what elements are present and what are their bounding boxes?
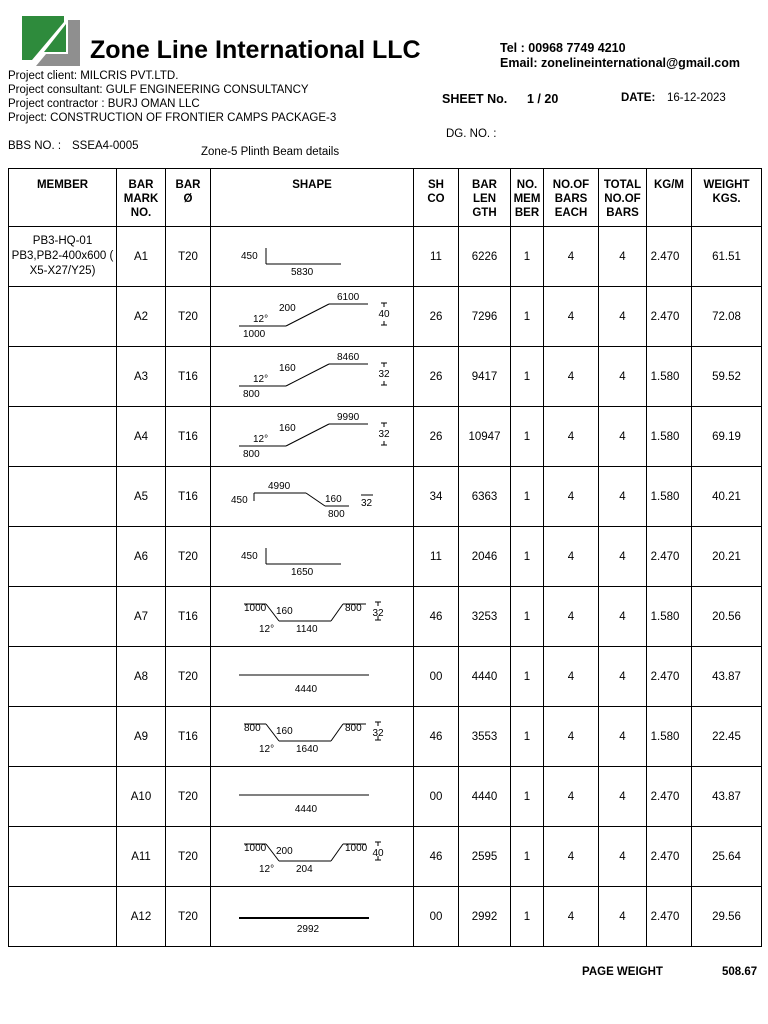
header-text: TOTAL	[603, 179, 642, 191]
header-cell	[211, 169, 414, 227]
members-cell: 1	[511, 287, 544, 347]
shco-cell: 34	[414, 467, 459, 527]
table-row	[9, 347, 762, 407]
kgm-cell: 2.470	[647, 827, 692, 887]
shape-dimension: 800	[243, 449, 260, 460]
bar-shape-diagram	[211, 527, 413, 583]
shape-dimension: 1000	[345, 843, 368, 854]
shape-dimension: 40	[372, 848, 384, 859]
mark-cell: A12	[117, 887, 166, 947]
dia-cell: T20	[166, 767, 211, 827]
header-cell	[599, 169, 647, 227]
shape-dimension: 800	[244, 723, 261, 734]
header-text: SH	[428, 179, 444, 191]
length-cell: 7296	[459, 287, 511, 347]
shape-cell	[211, 287, 414, 347]
length-cell: 3553	[459, 707, 511, 767]
each-cell: 4	[544, 527, 599, 587]
header-text: EACH	[554, 207, 588, 219]
member-cell	[9, 587, 117, 647]
table-row	[9, 407, 762, 467]
bar-shape-diagram	[211, 467, 413, 523]
shape-dimension: 12°	[259, 864, 275, 875]
each-cell: 4	[544, 887, 599, 947]
bar-shape-diagram	[211, 347, 413, 403]
project-consultant: Project consultant: GULF ENGINEERING CONSULTANCY	[8, 84, 309, 96]
mark-cell: A8	[117, 647, 166, 707]
total-cell: 4	[599, 707, 647, 767]
members-cell: 1	[511, 767, 544, 827]
length-cell: 2046	[459, 527, 511, 587]
dia-cell: T16	[166, 707, 211, 767]
member-cell	[9, 767, 117, 827]
kgm-cell: 2.470	[647, 287, 692, 347]
shape-line	[331, 844, 343, 861]
mark-cell: A9	[117, 707, 166, 767]
total-cell: 4	[599, 767, 647, 827]
member-text: PB3-HQ-01	[32, 235, 93, 247]
project-client: Project client: MILCRIS PVT.LTD.	[8, 70, 179, 82]
header-cell	[117, 169, 166, 227]
bar-bending-schedule-table	[8, 168, 762, 947]
dia-cell: T16	[166, 407, 211, 467]
shco-cell: 26	[414, 347, 459, 407]
header-text: BER	[514, 207, 540, 219]
shape-dimension: 8460	[337, 352, 360, 363]
bbs-no-label: BBS NO. :	[8, 140, 62, 152]
table-header-row	[9, 169, 762, 227]
table-row	[9, 287, 762, 347]
company-email: Email: zonelineinternational@gmail.com	[500, 56, 741, 70]
shco-cell: 46	[414, 707, 459, 767]
total-cell: 4	[599, 647, 647, 707]
kgm-cell: 1.580	[647, 407, 692, 467]
table-row	[9, 467, 762, 527]
page-weight-label: PAGE WEIGHT	[582, 966, 663, 978]
header-text: BARS	[554, 193, 588, 205]
total-cell: 4	[599, 887, 647, 947]
total-cell: 4	[599, 287, 647, 347]
weight-cell: 43.87	[692, 767, 762, 827]
shape-line	[331, 724, 343, 741]
shape-dimension: 204	[296, 864, 313, 875]
header-text: NO.OF	[552, 179, 590, 191]
bar-shape-diagram	[211, 827, 413, 883]
header-text: BARS	[606, 207, 639, 219]
total-cell: 4	[599, 347, 647, 407]
members-cell: 1	[511, 887, 544, 947]
header-text: KGS.	[712, 193, 741, 205]
mark-cell: A6	[117, 527, 166, 587]
length-cell: 4440	[459, 767, 511, 827]
header-text: BAR	[175, 179, 201, 191]
member-cell	[9, 527, 117, 587]
shape-dimension: 1640	[296, 744, 319, 755]
members-cell: 1	[511, 407, 544, 467]
member-cell	[9, 467, 117, 527]
company-name: Zone Line International LLC	[90, 36, 421, 64]
dia-cell: T16	[166, 587, 211, 647]
each-cell: 4	[544, 227, 599, 287]
each-cell: 4	[544, 647, 599, 707]
project-contractor: Project contractor : BURJ OMAN LLC	[8, 98, 200, 110]
mark-cell: A4	[117, 407, 166, 467]
each-cell: 4	[544, 287, 599, 347]
shape-dimension: 450	[241, 251, 258, 262]
kgm-cell: 2.470	[647, 767, 692, 827]
dia-cell: T16	[166, 347, 211, 407]
bbs-no-value: SSEA4-0005	[72, 140, 139, 152]
header-text: WEIGHT	[703, 179, 750, 191]
member-text: PB3,PB2-400x600 (	[11, 250, 114, 262]
length-cell: 2595	[459, 827, 511, 887]
mark-cell: A10	[117, 767, 166, 827]
header-cell	[9, 169, 117, 227]
kgm-cell: 1.580	[647, 467, 692, 527]
shape-dimension: 800	[328, 509, 345, 520]
shco-cell: 00	[414, 767, 459, 827]
shape-dimension: 200	[276, 846, 293, 857]
each-cell: 4	[544, 407, 599, 467]
table-row	[9, 227, 762, 287]
header-text: GTH	[472, 207, 497, 219]
shco-cell: 11	[414, 227, 459, 287]
header-cell	[166, 169, 211, 227]
dia-cell: T16	[166, 467, 211, 527]
bbs-description: Zone-5 Plinth Beam details	[201, 146, 340, 158]
members-cell: 1	[511, 827, 544, 887]
shape-cell	[211, 227, 414, 287]
bar-shape-diagram	[211, 887, 413, 943]
shape-dimension: 2992	[296, 924, 320, 935]
header-cell	[414, 169, 459, 227]
members-cell: 1	[511, 707, 544, 767]
weight-cell: 25.64	[692, 827, 762, 887]
each-cell: 4	[544, 767, 599, 827]
shape-dimension: 32	[372, 608, 384, 619]
kgm-cell: 1.580	[647, 707, 692, 767]
header-text: BAR	[472, 179, 497, 191]
shape-dimension: 12°	[259, 744, 275, 755]
shape-line	[306, 493, 325, 506]
header-cell	[692, 169, 762, 227]
weight-cell: 69.19	[692, 407, 762, 467]
kgm-cell: 1.580	[647, 347, 692, 407]
shape-dimension: 160	[276, 726, 293, 737]
shape-cell	[211, 587, 414, 647]
shape-dimension: 800	[345, 723, 362, 734]
bar-shape-diagram	[211, 287, 413, 343]
shape-dimension: 450	[241, 551, 258, 562]
length-cell: 10947	[459, 407, 511, 467]
kgm-cell: 2.470	[647, 527, 692, 587]
shape-dimension: 1000	[244, 603, 267, 614]
shape-dimension: 4990	[268, 481, 291, 492]
shape-cell	[211, 827, 414, 887]
total-cell: 4	[599, 527, 647, 587]
shape-dimension: 1000	[243, 329, 266, 340]
shco-cell: 00	[414, 887, 459, 947]
shape-dimension: 9990	[337, 412, 360, 423]
shape-dimension: 6100	[337, 292, 360, 303]
members-cell: 1	[511, 227, 544, 287]
dia-cell: T20	[166, 227, 211, 287]
weight-cell: 29.56	[692, 887, 762, 947]
each-cell: 4	[544, 347, 599, 407]
shco-cell: 11	[414, 527, 459, 587]
header-cell	[459, 169, 511, 227]
header-text: BAR	[128, 179, 154, 191]
member-text: X5-X27/Y25)	[29, 265, 96, 277]
shape-cell	[211, 527, 414, 587]
length-cell: 4440	[459, 647, 511, 707]
shape-dimension: 160	[279, 423, 296, 434]
weight-cell: 22.45	[692, 707, 762, 767]
header-text: LEN	[473, 193, 496, 205]
shape-dimension: 12°	[253, 374, 269, 385]
dia-cell: T20	[166, 287, 211, 347]
page-weight-value: 508.67	[722, 966, 758, 978]
kgm-cell: 2.470	[647, 647, 692, 707]
table-row	[9, 647, 762, 707]
shape-dimension: 160	[279, 363, 296, 374]
header-cell	[544, 169, 599, 227]
shape-dimension: 1000	[244, 843, 267, 854]
dia-cell: T20	[166, 827, 211, 887]
member-cell	[9, 287, 117, 347]
dia-cell: T20	[166, 887, 211, 947]
header-text: Ø	[183, 193, 193, 205]
bar-shape-diagram	[211, 587, 413, 643]
members-cell: 1	[511, 527, 544, 587]
members-cell: 1	[511, 647, 544, 707]
header-text: CO	[427, 193, 445, 205]
member-cell	[9, 347, 117, 407]
each-cell: 4	[544, 827, 599, 887]
sheet-label: SHEET No.	[442, 92, 508, 106]
header-text: MEM	[513, 193, 541, 205]
shape-cell	[211, 467, 414, 527]
shape-line	[331, 604, 343, 621]
weight-cell: 20.56	[692, 587, 762, 647]
mark-cell: A7	[117, 587, 166, 647]
shape-dimension: 4440	[294, 804, 318, 815]
length-cell: 3253	[459, 587, 511, 647]
shape-cell	[211, 407, 414, 467]
weight-cell: 59.52	[692, 347, 762, 407]
each-cell: 4	[544, 707, 599, 767]
mark-cell: A2	[117, 287, 166, 347]
total-cell: 4	[599, 407, 647, 467]
header-text: NO.	[516, 179, 538, 191]
mark-cell: A5	[117, 467, 166, 527]
shape-dimension: 5830	[291, 267, 314, 278]
member-cell	[9, 407, 117, 467]
shape-dimension: 800	[243, 389, 260, 400]
bar-shape-diagram	[211, 707, 413, 763]
length-cell: 2992	[459, 887, 511, 947]
company-logo	[22, 16, 80, 66]
each-cell: 4	[544, 587, 599, 647]
date-label: DATE:	[621, 92, 656, 104]
total-cell: 4	[599, 227, 647, 287]
shape-dimension: 160	[325, 494, 342, 505]
weight-cell: 72.08	[692, 287, 762, 347]
header-cell	[647, 169, 692, 227]
weight-cell: 40.21	[692, 467, 762, 527]
dia-cell: T20	[166, 647, 211, 707]
members-cell: 1	[511, 347, 544, 407]
company-tel: Tel : 00968 7749 4210	[500, 41, 626, 55]
length-cell: 6226	[459, 227, 511, 287]
table-row	[9, 887, 762, 947]
total-cell: 4	[599, 827, 647, 887]
sheet-value: 1 / 20	[527, 92, 559, 106]
length-cell: 6363	[459, 467, 511, 527]
project-name: Project: CONSTRUCTION OF FRONTIER CAMPS PACKAGE-3	[8, 112, 337, 124]
table-body	[9, 227, 762, 947]
shco-cell: 46	[414, 587, 459, 647]
header-text: NO.	[130, 207, 152, 219]
shape-dimension: 450	[231, 495, 248, 506]
members-cell: 1	[511, 587, 544, 647]
shco-cell: 46	[414, 827, 459, 887]
shape-dimension: 800	[345, 603, 362, 614]
kgm-cell: 1.580	[647, 587, 692, 647]
kgm-cell: 2.470	[647, 887, 692, 947]
shape-dimension: 160	[276, 606, 293, 617]
shco-cell: 26	[414, 287, 459, 347]
weight-cell: 20.21	[692, 527, 762, 587]
kgm-cell: 2.470	[647, 227, 692, 287]
member-cell	[9, 227, 117, 287]
shape-dimension: 12°	[259, 624, 275, 635]
length-cell: 9417	[459, 347, 511, 407]
shape-dimension: 12°	[253, 434, 269, 445]
total-cell: 4	[599, 467, 647, 527]
header-text: MEMBER	[36, 179, 89, 191]
shape-cell	[211, 347, 414, 407]
member-cell	[9, 707, 117, 767]
header-text: NO.OF	[604, 193, 641, 205]
header-text: KG/M	[653, 179, 685, 191]
shape-dimension: 4440	[294, 684, 318, 695]
mark-cell: A1	[117, 227, 166, 287]
shco-cell: 26	[414, 407, 459, 467]
bar-shape-diagram	[211, 407, 413, 463]
shape-dimension: 1650	[291, 567, 314, 578]
shape-dimension: 12°	[253, 314, 269, 325]
table-row	[9, 767, 762, 827]
shco-cell: 00	[414, 647, 459, 707]
each-cell: 4	[544, 467, 599, 527]
weight-cell: 43.87	[692, 647, 762, 707]
member-cell	[9, 827, 117, 887]
shape-dimension: 32	[378, 369, 390, 380]
shape-cell	[211, 767, 414, 827]
shape-cell	[211, 647, 414, 707]
total-cell: 4	[599, 587, 647, 647]
mark-cell: A11	[117, 827, 166, 887]
shape-dimension: 200	[279, 303, 296, 314]
bar-shape-diagram	[211, 767, 413, 823]
shape-dimension: 32	[361, 498, 373, 509]
table-row	[9, 827, 762, 887]
header-cell	[511, 169, 544, 227]
member-cell	[9, 887, 117, 947]
shape-dimension: 1140	[296, 624, 318, 635]
table-row	[9, 587, 762, 647]
dia-cell: T20	[166, 527, 211, 587]
shape-dimension: 32	[372, 728, 384, 739]
table-row	[9, 527, 762, 587]
mark-cell: A3	[117, 347, 166, 407]
member-cell	[9, 647, 117, 707]
dg-no-label: DG. NO. :	[446, 128, 497, 140]
table-row	[9, 707, 762, 767]
date-value: 16-12-2023	[667, 92, 726, 104]
shape-cell	[211, 707, 414, 767]
shape-dimension: 32	[378, 429, 390, 440]
shape-cell	[211, 887, 414, 947]
bar-shape-diagram	[211, 227, 413, 283]
shape-dimension: 40	[378, 309, 390, 320]
members-cell: 1	[511, 467, 544, 527]
header-text: MARK	[123, 193, 159, 205]
bar-shape-diagram	[211, 647, 413, 703]
weight-cell: 61.51	[692, 227, 762, 287]
header-text: SHAPE	[292, 179, 332, 191]
